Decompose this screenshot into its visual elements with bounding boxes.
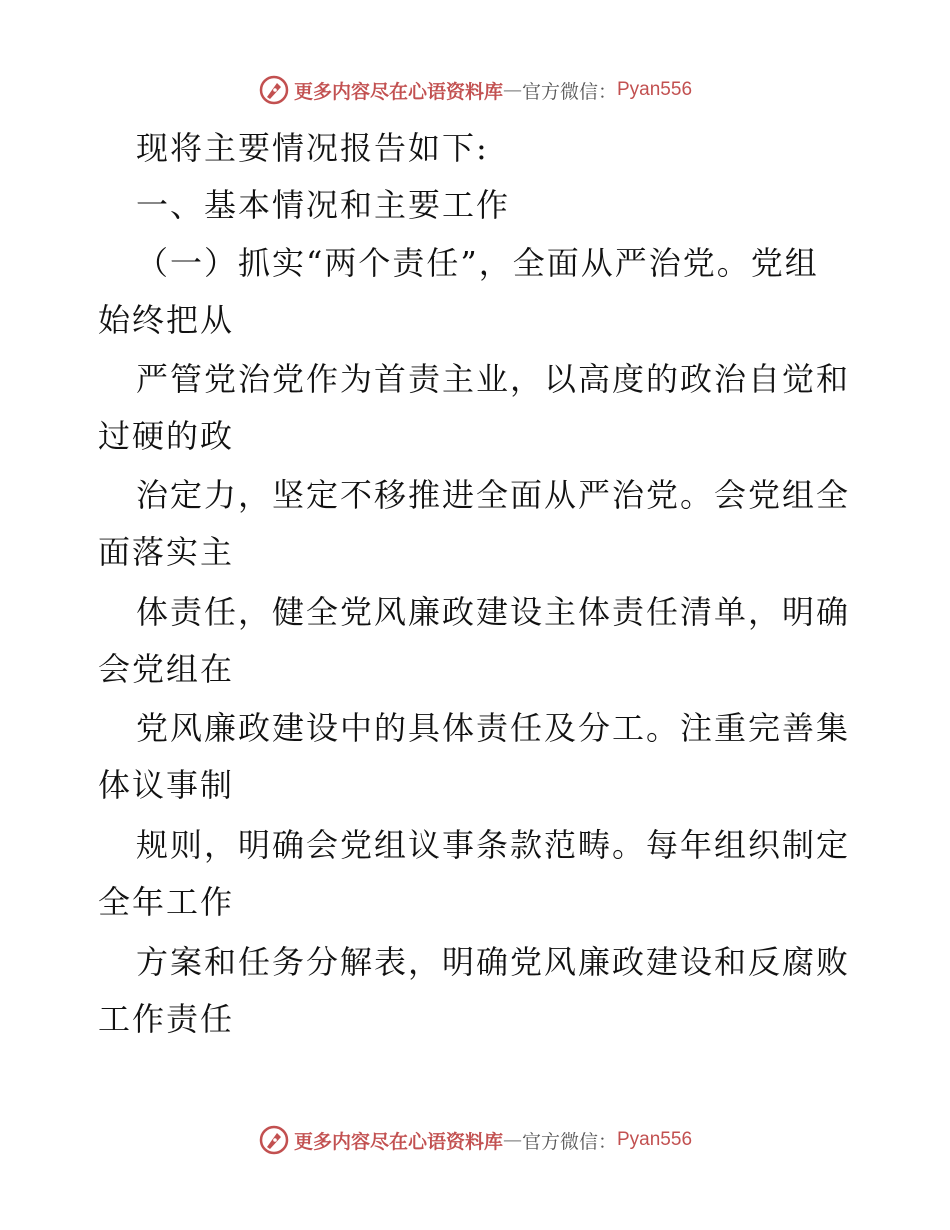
pen-nib-seal-icon	[258, 74, 290, 106]
watermark-wechat-id: Pyan556	[617, 1129, 693, 1150]
doc-line: 全年工作	[98, 883, 235, 921]
doc-line: 规则，明确会党组议事条款范畴。每年组织制定	[136, 826, 851, 864]
doc-line: 体议事制	[98, 766, 235, 804]
doc-line: （一）抓实“两个责任”，全面从严治党。党组	[136, 244, 819, 282]
doc-line: 体责任，健全党风廉政建设主体责任清单，明确	[136, 593, 851, 631]
watermark-label: 官方微信：	[521, 1130, 617, 1153]
doc-line: 方案和任务分解表，明确党风廉政建设和反腐败	[136, 943, 851, 981]
pen-nib-seal-icon	[258, 1124, 290, 1156]
footer-watermark	[0, 1122, 950, 1158]
doc-line: 过硬的政	[98, 417, 235, 455]
doc-line: 面落实主	[98, 533, 235, 571]
header-watermark	[0, 72, 950, 108]
watermark-wechat-id: Pyan556	[617, 79, 693, 100]
doc-line: 一、基本情况和主要工作	[136, 186, 511, 224]
doc-line: 始终把从	[98, 301, 235, 339]
doc-line: 治定力，坚定不移推进全面从严治党。会党组全	[136, 476, 851, 514]
doc-line: 党风廉政建设中的具体责任及分工。注重完善集	[136, 709, 851, 747]
doc-line: 会党组在	[98, 650, 235, 688]
watermark-dash: —	[502, 79, 522, 101]
doc-line: 严管党治党作为首责主业，以高度的政治自觉和	[136, 360, 851, 398]
doc-line: 现将主要情况报告如下:	[136, 129, 489, 167]
watermark-dash: —	[502, 1129, 522, 1151]
watermark-label: 官方微信：	[521, 80, 617, 103]
watermark-brand: 更多内容尽在心语资料库	[293, 1130, 503, 1153]
doc-line: 工作责任	[98, 1000, 235, 1038]
watermark-brand: 更多内容尽在心语资料库	[293, 80, 503, 103]
